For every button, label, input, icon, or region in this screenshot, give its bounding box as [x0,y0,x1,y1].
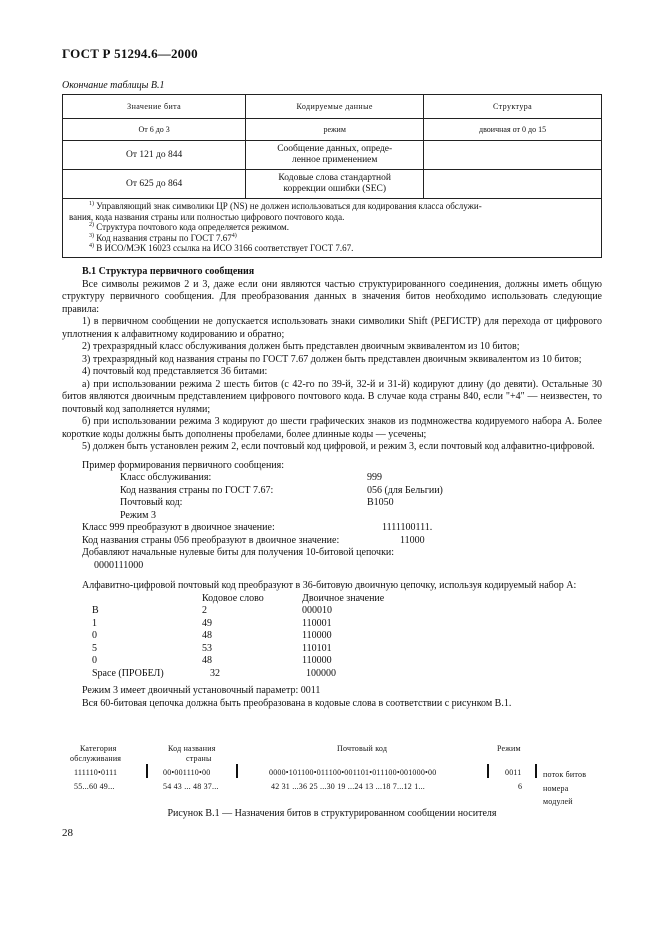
figure-col-title: обслуживания [70,754,122,763]
section-title: В.1 Структура первичного сообщения [82,266,255,277]
figure-col-title: страны [186,754,212,763]
example-item: Почтовый код: B1050 [120,497,394,508]
table-cell [246,141,424,170]
figure-separator [146,764,148,778]
table-header-cell: Кодируемые данные [246,95,424,119]
table-cell: От 625 до 864 [63,170,246,199]
figure-separator [535,764,537,778]
paragraph: б) при использовании режима 3 кодируют до шести графических знаков из подмножества кодируемого набора А. Более короткие коды должны быть дополнены пробелами, более длинные коды — усечены; [62,416,602,440]
class-conversion: Класс 999 преобразуют в двоичное значение: 1111100111. [82,522,433,533]
table-cell-line: ленное применением [291,155,378,165]
figure-bits: 00•001110•00 [163,768,211,777]
table-caption: Окончание таблицы В.1 [62,80,165,91]
figure-positions: 54 43 ... 48 37... [163,782,219,791]
table-cell-line: Сообщение данных, опреде- [277,144,393,154]
table-row [63,170,602,199]
footnote: $^{1)}$ Управляющий знак символики ЦР (NS) не должен использоваться для кодирования класса обслужи- [89,201,482,211]
body-text [62,266,602,710]
figure-separator [487,764,489,778]
table-header-cell: Структура [424,95,602,119]
example-mode: Режим 3 [120,509,156,521]
footnote: вания, кода названия страны или полностью цифрового почтового кода. [69,211,345,222]
figure-legend: номера [543,784,569,793]
footnote: $^{4)}$ В ИСО/МЭК 16023 ссылка на ИСО 3166 соответствует ГОСТ 7.67. [89,243,354,253]
table-header-cell: Значение бита [63,95,246,119]
table-cell [246,170,424,199]
figure-legend: поток битов [543,770,587,779]
code-row: 0 48 110000 [92,655,332,666]
final-line: Вся 60-битовая цепочка должна быть преобразована в кодовые слова в соответствии с рисунком В.1. [82,697,512,709]
paragraph: 3) трехразрядный код названия страны по ГОСТ 7.67 должен быть представлен двоичным эквивалентом из 10 битов; [82,353,582,365]
bits-table [62,94,602,258]
code-row: Space (ПРОБЕЛ) 32 100000 [92,667,336,679]
figure-bits: 0000•101100•011100•001101•011100•001000•00 [269,768,437,777]
page-header: ГОСТ Р 51294.6—2000 [62,46,198,61]
figure-bits: 111110•0111 [74,768,118,777]
paragraph: 5) должен быть установлен режим 2, если почтовый код цифровой, и режим 3, если почтовый код алфавитно-цифровой. [82,441,595,452]
padding-line: Добавляют начальные нулевые биты для получения 10-битовой цепочки: [82,547,395,558]
figure-col-title: Код названия [168,744,216,753]
example-intro: Пример формирования первичного сообщения: [82,459,285,471]
table-notes [63,199,602,258]
page-number: 28 [62,827,73,839]
codes-header: Кодовое слово Двоичное значение [202,592,385,604]
figure-separator [236,764,238,778]
table-cell [424,141,602,170]
figure-positions: 42 31 ...36 25 ...30 19 ...24 13 ...18 7...12 1... [271,782,425,791]
table-cell: От 6 до 3 [63,119,246,141]
alnum-line: Алфавитно-цифровой почтовый код преобразуют в 36-битовую двоичную цепочку, используя кодируемый набор А: [82,580,577,591]
table-cell: режим [246,119,424,141]
table-cell: От 121 до 844 [63,141,246,170]
footnote: $^{2)}$ Структура почтового кода определяется режимом. [89,222,289,232]
table-cell-line: Кодовые слова стандартной [278,173,391,183]
code-row: 5 53 110101 [92,642,332,654]
table-notes-row [63,199,602,258]
figure-col-title: Режим [497,744,521,753]
table-row [63,141,602,170]
footnote: $^{3)}$ Код названия страны по ГОСТ 7.67$^{4)}$ [89,232,237,243]
paragraph: 1) в первичном сообщении не допускается использовать знаки символики Shift (РЕГИСТР) для перехода от цифрового уплотнения к алфавитному кодированию и обратно; [62,316,602,340]
country-conversion: Код названия страны 056 преобразуют в двоичное значение: 11000 [82,534,425,546]
paragraph: Все символы режимов 2 и 3, даже если они являются частью структурированного соединения, должны иметь общую структуру первичного сообщения. Для преобразования данных в значения битов необходимо использовать следующие правила: [62,278,602,315]
example-item: Код названия страны по ГОСТ 7.67: 056 (для Бельгии) [120,484,443,496]
mode-parameter: Режим 3 имеет двоичный установочный параметр: 0011 [82,685,321,696]
code-row: 0 48 110000 [92,630,332,641]
paragraph: 4) почтовый код представляется 36 битами: [82,366,268,377]
figure-bits: 0011 [505,768,522,777]
figure-legend: модулей [543,797,573,806]
figure-positions: 6 [518,782,523,791]
paragraph: а) при использовании режима 2 шесть битов (с 42-го по 39-й, 32-й и 31-й) кодируют длину (до девяти). Остальные 30 битов являются двоичным представлением цифрового почтового кода. В случае кода страны 840, если "+4" — неизвестен, то почтовый код заполняется нулями; [62,378,602,415]
paragraph: 2) трехразрядный класс обслуживания должен быть представлен двоичным эквивалентом из 10 битов; [82,341,520,352]
code-row: 1 49 110001 [92,617,332,629]
table-header-row [63,95,602,119]
figure-caption: Рисунок В.1 — Назначения битов в структурированном сообщении носителя [167,808,497,819]
example-item: Класс обслуживания: 999 [120,472,382,483]
figure-col-title: Категория [80,744,117,753]
table-cell: двоичная от 0 до 15 [424,119,602,141]
figure-col-title: Почтовый код [337,744,388,753]
table-cell [424,170,602,199]
figure-positions: 55...60 49... [74,782,115,791]
code-row: B 2 000010 [92,605,332,616]
table-row [63,119,602,141]
table-cell-line: коррекции ошибки (SEC) [283,184,386,194]
padding-value: 0000111000 [94,559,144,571]
